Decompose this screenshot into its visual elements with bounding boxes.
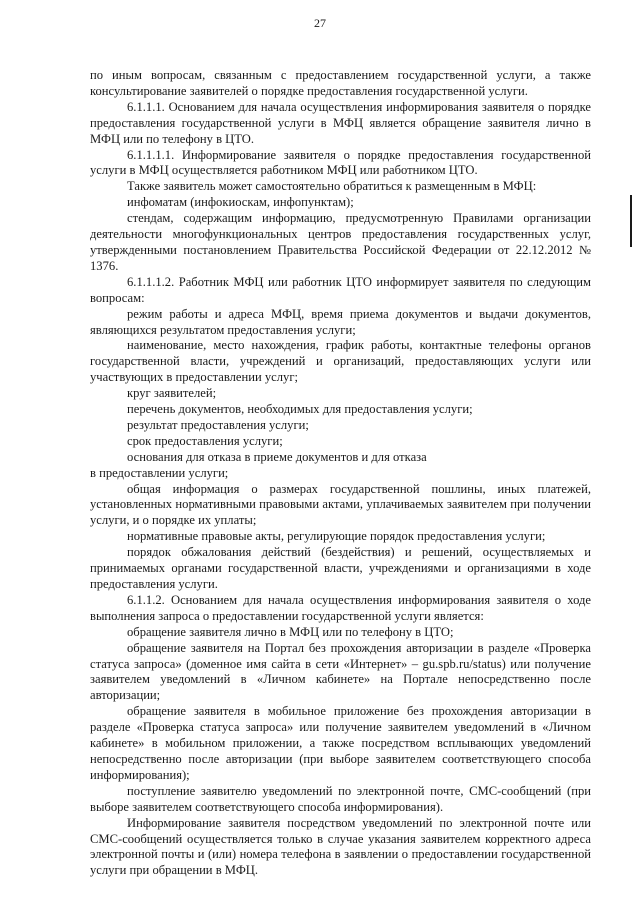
paragraph: обращение заявителя в мобильное приложение без прохождения авторизации в разделе «Проверка статуса запроса» или получение заявителем уведомлений в «Личном кабинете» в мобильном приложении, а также посредством всплывающих уведомлений непосредственно после авторизации (при выборе заявителем соответствующего способа информирования); [90,704,591,782]
paragraph: обращение заявителя лично в МФЦ или по телефону в ЦТО; [127,624,454,639]
paragraph: инфоматам (инфокиоскам, инфопунктам); [127,195,354,210]
paragraph: Информирование заявителя посредством уведомлений по электронной почте или СМС-сообщений осуществляется только в случае указания заявителем корректного адреса электронной почты и (или) номера телефона в заявлении о предоставлении государственной услуги при обращении в МФЦ. [90,815,591,878]
paragraph: общая информация о размерах государственной пошлины, иных платежей, установленных нормативными правовыми актами, уплачиваемых заявителем при получении услуги, и о порядке их уплаты; [90,481,591,528]
paragraph: результат предоставления услуги; [127,417,309,432]
paragraph: обращение заявителя на Портал без прохождения авторизации в разделе «Проверка статуса запроса» (доменное имя сайта в сети «Интернет» – gu.spb.ru/status) или получение заявителем уведомлений в «Личном кабинете» на Портале непосредственно после авторизации; [90,640,591,703]
paragraph: круг заявителей; [127,386,217,401]
paragraph: поступление заявителю уведомлений по электронной почте, СМС-сообщений (при выборе заявителем соответствующего способа информирования). [90,783,591,814]
paragraph: стендам, содержащим информацию, предусмотренную Правилами организации деятельности многофункциональных центров предоставления государственных услуг, утвержденными постановлением Правительства Российской Федерации от 22.12.2012 № 1376. [90,211,591,273]
paragraph: режим работы и адреса МФЦ, время приема документов и выдачи документов, являющихся результатом предоставления услуги; [90,306,591,337]
paragraph: срок предоставления услуги; [127,433,283,448]
page-number: 27 [314,16,326,30]
paragraph: перечень документов, необходимых для предоставления услуги; [127,402,473,417]
paragraph: по иным вопросам, связанным с предоставлением государственной услуги, а также консультирование заявителей о порядке предоставления государственной услуги. [90,68,591,98]
paragraph: наименование, место нахождения, график работы, контактные телефоны органов государственной власти, учреждений и организаций, предоставляющих услуги или участвующих в предоставлении услуг; [90,338,591,385]
paragraph: 6.1.1.1. Основанием для начала осуществления информирования заявителя о порядке предоставления государственной услуги в МФЦ является обращение заявителя лично в МФЦ или по телефону в ЦТО. [90,99,591,146]
paragraph: 6.1.1.1.1. Информирование заявителя о порядке предоставления государственной услуги в МФЦ осуществляется работником МФЦ или работником ЦТО. [90,147,591,178]
paragraph: в предоставлении услуги; [90,465,229,480]
paragraph: основания для отказа в приеме документов и для отказа [127,449,427,464]
paragraph: 6.1.1.1.2. Работник МФЦ или работник ЦТО информирует заявителя по следующим вопросам: [90,274,591,305]
paragraph: нормативные правовые акты, регулирующие порядок предоставления услуги; [127,529,546,544]
document-body [90,68,591,879]
paragraph: 6.1.1.2. Основанием для начала осуществления информирования заявителя о ходе выполнения запроса о предоставлении государственной услуги является: [90,592,591,623]
paragraph: Также заявитель может самостоятельно обратиться к размещенным в МФЦ: [127,179,537,194]
paragraph: порядок обжалования действий (бездействия) и решений, осуществляемых и принимаемых органами государственной власти, учреждениями и организациями в ходе предоставления услуги. [90,545,591,591]
margin-mark [630,195,632,247]
